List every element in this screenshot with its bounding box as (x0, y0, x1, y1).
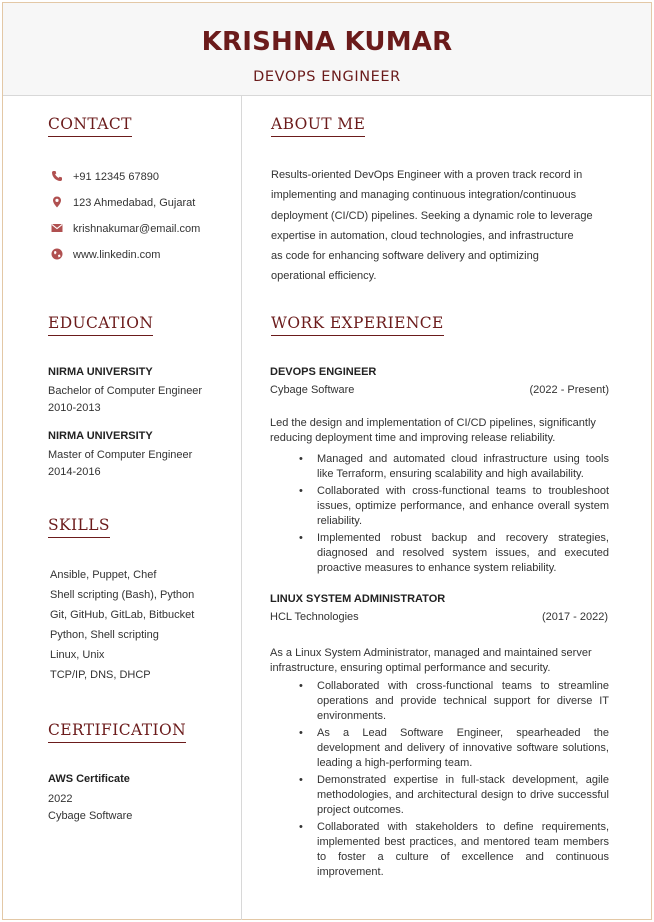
skill-item: Ansible, Puppet, Chef (50, 569, 157, 581)
about-line: expertise in automation, cloud technologies, and infrastructure (271, 229, 574, 242)
education-title: EDUCATION (48, 314, 153, 336)
education-school: NIRMA UNIVERSITY (48, 430, 153, 442)
skill-item: Git, GitHub, GitLab, Bitbucket (50, 609, 195, 621)
job-bullet: • Implemented robust backup and recovery strategies, diagnosed and resolved system issues, and executed proactive measures to enhance system reliability. (317, 531, 609, 576)
skill-item: Linux, Unix (50, 649, 105, 661)
job-bullet: • Collaborated with cross-functional teams to troubleshoot issues, optimize performance, and enhance overall system reliability. (317, 484, 609, 529)
resume-page (2, 2, 652, 920)
about-line: Results-oriented DevOps Engineer with a proven track record in (271, 169, 583, 181)
about-line: operational efficiency. (271, 270, 377, 283)
job-bullet: • Demonstrated expertise in full-stack development, agile methodologies, and architectural design to drive successful project outcomes. (317, 773, 609, 818)
location-pin-icon (51, 196, 63, 208)
contact-address: 123 Ahmedabad, Gujarat (73, 197, 196, 209)
about-line: deployment (CI/CD) pipelines. Seeking a dynamic role to leverage (271, 209, 593, 222)
job-company: HCL Technologies (270, 611, 359, 623)
skills-title: SKILLS (48, 516, 110, 538)
about-title: ABOUT ME (271, 115, 365, 137)
job-bullet: • Collaborated with cross-functional teams to streamline operations and provide technical support for diverse IT environments. (317, 679, 609, 724)
contact-title: CONTACT (48, 115, 132, 137)
job-summary: As a Linux System Administrator, managed and maintained server infrastructure, ensuring optimal performance and security. (270, 647, 592, 674)
job-dates: (2017 - 2022) (541, 611, 608, 623)
job-position: DEVOPS ENGINEER (270, 366, 377, 378)
certification-title: CERTIFICATION (48, 721, 186, 743)
globe-icon (51, 248, 63, 260)
education-years: 2010-2013 (48, 402, 101, 414)
phone-icon (51, 170, 63, 182)
education-degree: Bachelor of Computer Engineer (48, 385, 203, 397)
job-dates: (2022 - Present) (529, 384, 609, 396)
work-title: WORK EXPERIENCE (271, 314, 444, 336)
about-line: as code for enhancing software delivery and optimizing (271, 250, 539, 263)
contact-phone: +91 12345 67890 (73, 171, 159, 183)
education-years: 2014-2016 (48, 466, 101, 478)
job-summary: Led the design and implementation of CI/CD pipelines, significantly reducing deployment time and improving release reliability. (270, 417, 596, 444)
job-position: LINUX SYSTEM ADMINISTRATOR (270, 593, 446, 605)
candidate-role: DEVOPS ENGINEER (253, 69, 401, 85)
resume-header (3, 3, 651, 96)
certification-name: AWS Certificate (48, 773, 130, 785)
certification-issuer: Cybage Software (48, 810, 133, 822)
about-paragraph (271, 165, 611, 287)
education-school: NIRMA UNIVERSITY (48, 366, 153, 378)
column-divider (241, 96, 242, 920)
job-bullet: • Managed and automated cloud infrastructure using tools like Terraform, ensuring scalability and high availability. (317, 452, 609, 482)
education-degree: Master of Computer Engineer (48, 449, 193, 461)
contact-email[interactable]: krishnakumar@email.com (73, 223, 201, 235)
skill-item: TCP/IP, DNS, DHCP (50, 669, 151, 681)
job-bullets (317, 679, 609, 882)
certification-year: 2022 (48, 793, 73, 805)
contact-website[interactable]: www.linkedin.com (73, 249, 161, 261)
skill-item: Shell scripting (Bash), Python (50, 589, 195, 601)
job-bullet: • As a Lead Software Engineer, spearheaded the development and delivery of innovative software solutions, leading a high-performing team. (317, 726, 609, 771)
about-line: implementing and managing continuous integration/continuous (271, 189, 577, 202)
job-company: Cybage Software (270, 384, 355, 396)
job-bullet: • Collaborated with stakeholders to define requirements, implemented best practices, and mentored team members to foster a culture of excellence and continuous improvement. (317, 820, 609, 880)
candidate-name: KRISHNA KUMAR (201, 27, 453, 57)
job-bullets (317, 452, 609, 578)
skill-item: Python, Shell scripting (50, 629, 159, 641)
email-icon (51, 222, 63, 234)
